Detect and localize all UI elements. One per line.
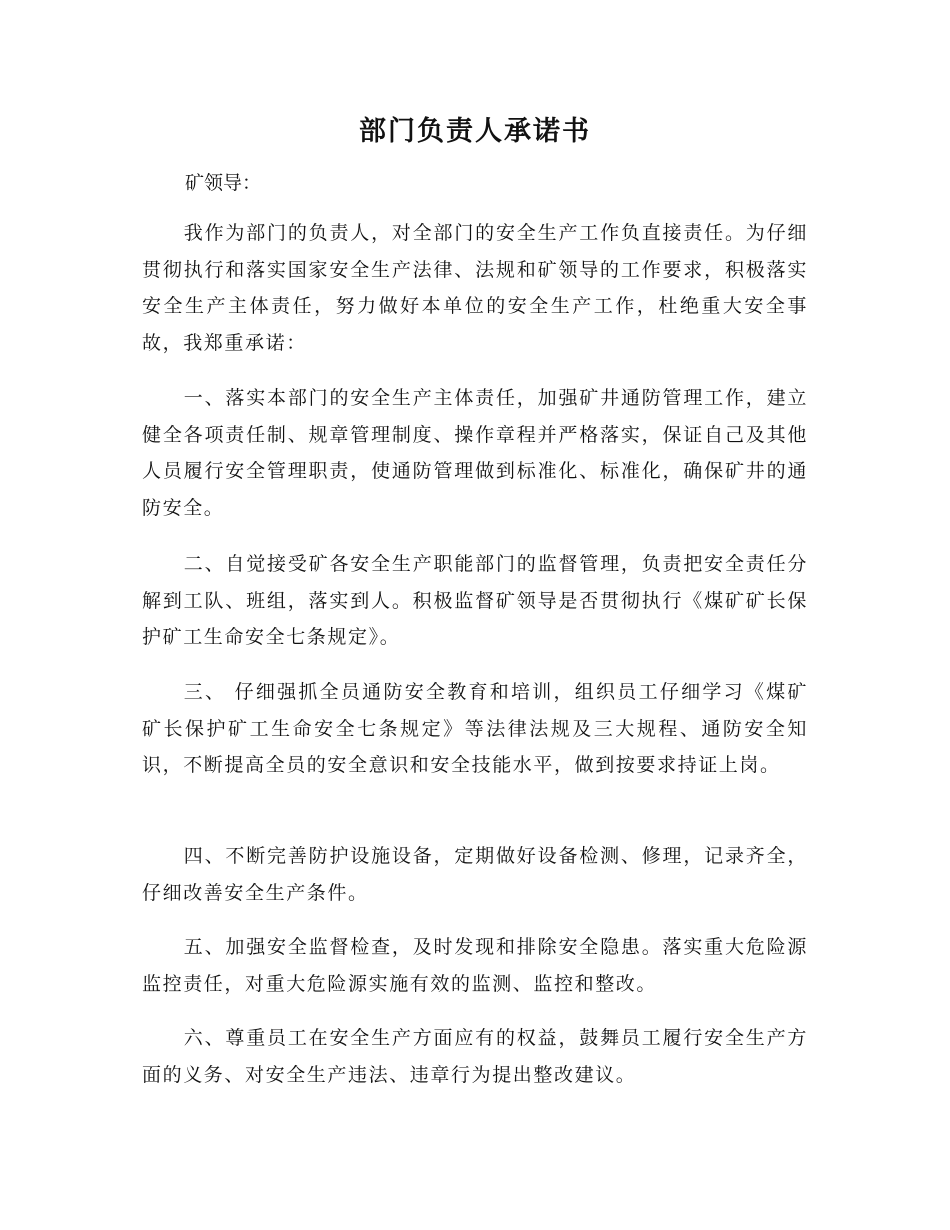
paragraph-item-6: 六、尊重员工在安全生产方面应有的权益，鼓舞员工履行安全生产方面的义务、对安全生产违法、违章行为提出整改建议。 [142, 1027, 808, 1086]
paragraph-intro: 我作为部门的负责人，对全部门的安全生产工作负直接责任。为仔细贯彻执行和落实国家安全生产法律、法规和矿领导的工作要求，积极落实安全生产主体责任，努力做好本单位的安全生产工作，杜绝重大安全事故，我郑重承诺： [142, 222, 808, 354]
paragraph-item-3: 三、 仔细强抓全员通防安全教育和培训，组织员工仔细学习《煤矿矿长保护矿工生命安全七条规定》等法律法规及三大规程、通防安全知识，不断提高全员的安全意识和安全技能水平，做到按要求持证上岗。 [142, 681, 808, 776]
paragraph-item-1: 一、落实本部门的安全生产主体责任，加强矿井通防管理工作，建立健全各项责任制、规章管理制度、操作章程并严格落实，保证自己及其他人员履行安全管理职责，使通防管理做到标准化、标准化，确保矿井的通防安全。 [142, 387, 808, 519]
paragraph-item-5: 五、加强安全监督检查，及时发现和排除安全隐患。落实重大危险源监控责任，对重大危险源实施有效的监测、监控和整改。 [142, 936, 808, 995]
paragraph-item-2: 二、自觉接受矿各安全生产职能部门的监督管理，负责把安全责任分解到工队、班组，落实到人。积极监督矿领导是否贯彻执行《煤矿矿长保护矿工生命安全七条规定》。 [142, 553, 808, 648]
salutation: 矿领导： [185, 172, 262, 194]
paragraph-item-4: 四、不断完善防护设施设备，定期做好设备检测、修理，记录齐全，仔细改善安全生产条件。 [142, 845, 808, 904]
page-title: 部门负责人承诺书 [359, 116, 591, 147]
